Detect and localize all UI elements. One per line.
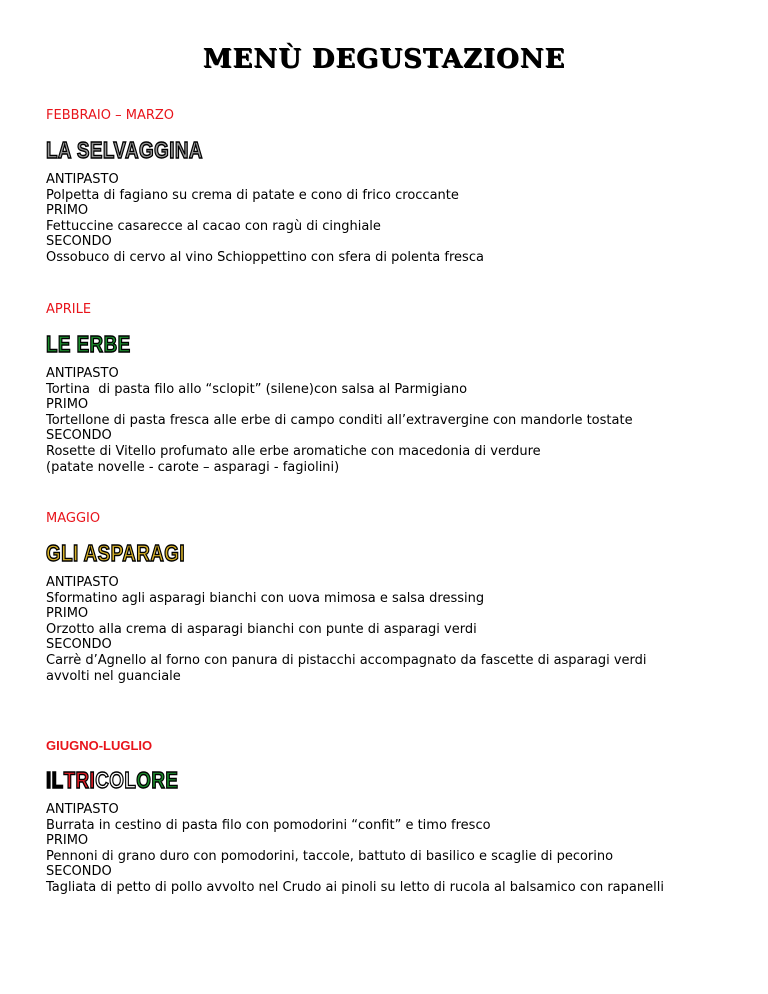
- course-label: SECONDO: [46, 428, 112, 444]
- page-title: MENÙ DEGUSTAZIONE: [202, 44, 566, 74]
- dish-description: Orzotto alla crema di asparagi bianchi con punte di asparagi verdi: [46, 621, 477, 637]
- dish-description: Burrata in cestino di pasta filo con pomodorini “confit” e timo fresco: [46, 817, 491, 833]
- menu-section-asparagi: [46, 511, 746, 684]
- dish-description: Tagliata di petto di pollo avvolto nel Crudo ai pinoli su letto di rucola al balsamico con rapanelli: [46, 879, 664, 895]
- course-list: [46, 172, 746, 266]
- dish-description: Carrè d’Agnello al forno con panura di pistacchi accompagnato da fascette di asparagi verdi: [46, 652, 647, 668]
- course-label: ANTIPASTO: [46, 366, 119, 381]
- dish-description: Tortellone di pasta fresca alle erbe di campo conditi all’extravergine con mandorle tostate: [46, 412, 633, 428]
- course-label: PRIMO: [46, 606, 89, 622]
- course-label: PRIMO: [46, 397, 89, 413]
- section-theme-title: GLI ASPARAGI: [46, 540, 186, 566]
- course-label: SECONDO: [46, 864, 112, 880]
- course-label: ANTIPASTO: [46, 575, 119, 590]
- dish-description: (patate novelle - carote – asparagi - fagiolini): [46, 459, 340, 475]
- section-theme-title: LE ERBE: [46, 331, 131, 357]
- course-label: PRIMO: [46, 203, 89, 219]
- menu-section-erbe: [46, 302, 746, 475]
- theme-part-ore: ORE: [136, 767, 179, 793]
- theme-part-tri: TRI: [63, 767, 96, 793]
- course-label: PRIMO: [46, 833, 89, 849]
- dish-description: Tortina di pasta filo allo “sclopit” (silene)con salsa al Parmigiano: [46, 381, 468, 397]
- dish-description: Rosette di Vitello profumato alle erbe aromatiche con macedonia di verdure: [46, 443, 541, 459]
- section-period: FEBBRAIO – MARZO: [46, 108, 175, 123]
- course-label: SECONDO: [46, 637, 112, 653]
- dish-description: Fettuccine casarecce al cacao con ragù di cinghiale: [46, 218, 381, 234]
- dish-description: Ossobuco di cervo al vino Schioppettino con sfera di polenta fresca: [46, 249, 484, 265]
- section-period: APRILE: [46, 302, 92, 317]
- section-period: GIUGNO-LUGLIO: [46, 738, 153, 753]
- section-theme-title: [46, 766, 178, 794]
- dish-description: Pennoni di grano duro con pomodorini, taccole, battuto di basilico e scaglie di pecorino: [46, 848, 614, 864]
- course-list: [46, 575, 746, 684]
- dish-description: Polpetta di fagiano su crema di patate e cono di frico croccante: [46, 187, 459, 203]
- course-list: [46, 366, 746, 475]
- theme-part-il: IL: [46, 767, 64, 793]
- section-theme-title: LA SELVAGGINA: [46, 137, 203, 163]
- theme-part-col: COL: [95, 767, 137, 793]
- menu-section-selvaggina: [46, 108, 746, 266]
- section-period: MAGGIO: [46, 511, 101, 526]
- course-label: ANTIPASTO: [46, 172, 119, 187]
- course-label: SECONDO: [46, 234, 112, 250]
- dish-description: Sformatino agli asparagi bianchi con uova mimosa e salsa dressing: [46, 590, 485, 606]
- course-label: ANTIPASTO: [46, 802, 119, 817]
- dish-description: avvolti nel guanciale: [46, 668, 181, 684]
- course-list: [46, 802, 746, 896]
- menu-section-tricolore: [46, 738, 746, 896]
